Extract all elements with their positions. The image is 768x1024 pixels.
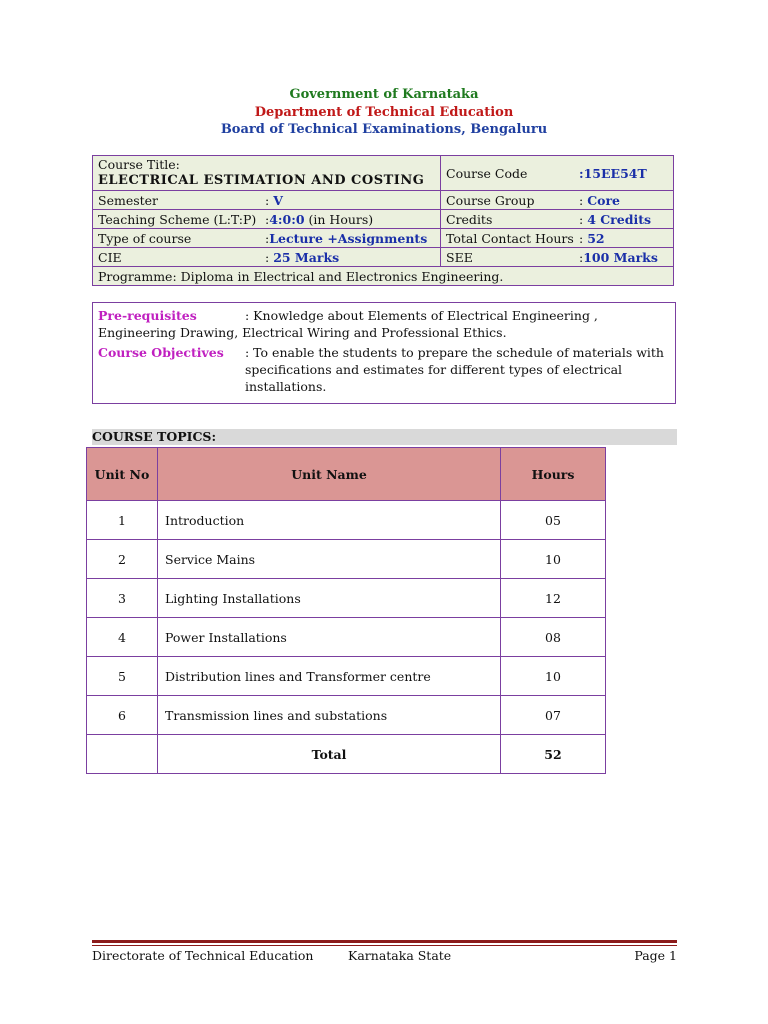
total-row	[87, 735, 606, 774]
hours-cell: 07	[501, 696, 606, 735]
semester-label: Semester	[98, 192, 159, 208]
objectives-row	[98, 344, 670, 361]
unit-no-cell: 3	[87, 579, 158, 618]
hours-cell: 10	[501, 540, 606, 579]
contact-hours-cell: Total Contact Hours : 52	[441, 229, 674, 248]
semester-cell: Semester : V	[93, 191, 441, 210]
cie-cell: CIE : 25 Marks	[93, 248, 441, 267]
contact-hours-value: 52	[587, 230, 605, 246]
course-group-cell: Course Group : Core	[441, 191, 674, 210]
teaching-scheme-suffix: (in Hours)	[308, 211, 374, 227]
hours-cell: 12	[501, 579, 606, 618]
credits-cell: Credits : 4 Credits	[441, 210, 674, 229]
see-label: SEE	[446, 249, 473, 265]
unit-name-cell: Introduction	[158, 501, 501, 540]
see-value: 100 Marks	[583, 249, 658, 265]
teaching-scheme-cell: Teaching Scheme (L:T:P) :4:0:0 (in Hours)	[93, 210, 441, 229]
unit-no-cell: 6	[87, 696, 158, 735]
col-unit-name: Unit Name	[158, 448, 501, 501]
unit-name-cell: Service Mains	[158, 540, 501, 579]
hours-cell: 05	[501, 501, 606, 540]
hours-cell: 10	[501, 657, 606, 696]
credits-label: Credits	[446, 211, 493, 227]
course-title-value: ELECTRICAL ESTIMATION AND COSTING	[98, 173, 425, 188]
credits-value: 4 Credits	[587, 211, 652, 227]
table-row	[87, 579, 606, 618]
unit-no-cell: 1	[87, 501, 158, 540]
cie-label: CIE	[98, 249, 122, 265]
prerequisites-text-1: : Knowledge about Elements of Electrical Engineering ,	[245, 308, 598, 323]
course-group-label: Course Group	[446, 192, 535, 208]
programme-cell: Programme: Diploma in Electrical and Electronics Engineering.	[93, 267, 674, 286]
prerequisites-row	[98, 307, 670, 324]
footer-divider-thick	[92, 940, 677, 943]
header-board: Board of Technical Examinations, Bengaluru	[220, 122, 548, 137]
footer-page-number: Page 1	[634, 948, 677, 963]
course-code-value: :15EE54T	[579, 165, 647, 181]
type-of-course-value: Lecture +Assignments	[269, 230, 428, 246]
total-hours: 52	[501, 735, 606, 774]
topics-header-row	[87, 448, 606, 501]
semester-value: V	[273, 192, 283, 208]
total-empty-cell	[87, 735, 158, 774]
table-row	[87, 618, 606, 657]
unit-name-cell: Power Installations	[158, 618, 501, 657]
prerequisites-text-2: Engineering Drawing, Electrical Wiring and Professional Ethics.	[98, 325, 507, 340]
unit-no-cell: 5	[87, 657, 158, 696]
unit-name-cell: Distribution lines and Transformer centre	[158, 657, 501, 696]
teaching-scheme-label: Teaching Scheme (L:T:P)	[98, 211, 257, 227]
teaching-scheme-value: 4:0:0	[269, 211, 305, 227]
objectives-text-1: : To enable the students to prepare the schedule of materials with	[245, 345, 664, 360]
see-cell: SEE :100 Marks	[441, 248, 674, 267]
total-label: Total	[158, 735, 501, 774]
type-of-course-label: Type of course	[98, 230, 192, 246]
footer-directorate: Directorate of Technical Education	[92, 948, 314, 963]
header-government: Government of Karnataka	[289, 87, 479, 102]
table-row	[87, 657, 606, 696]
table-row	[87, 540, 606, 579]
course-topics-heading: COURSE TOPICS:	[92, 429, 677, 445]
course-code-label: Course Code	[446, 165, 528, 181]
col-unit-no: Unit No	[87, 448, 158, 501]
unit-name-cell: Transmission lines and substations	[158, 696, 501, 735]
course-info-table	[92, 155, 674, 286]
col-hours: Hours	[501, 448, 606, 501]
contact-hours-label: Total Contact Hours	[446, 230, 574, 246]
objectives-text-3: installations.	[245, 379, 327, 394]
unit-name-cell: Lighting Installations	[158, 579, 501, 618]
table-row	[87, 501, 606, 540]
course-group-value: Core	[587, 192, 621, 208]
prerequisites-label: Pre-requisites	[98, 308, 197, 323]
objectives-text-2: specifications and estimates for different types of electrical	[245, 362, 623, 377]
course-topics-table	[86, 447, 606, 774]
cie-value: 25 Marks	[273, 249, 340, 265]
footer-state: Karnataka State	[348, 948, 452, 963]
course-code-cell	[441, 156, 674, 191]
type-of-course-cell: Type of course :Lecture +Assignments	[93, 229, 441, 248]
footer-divider-thin	[92, 945, 677, 946]
table-row	[87, 696, 606, 735]
unit-no-cell: 4	[87, 618, 158, 657]
course-title-cell	[93, 156, 441, 191]
header-department: Department of Technical Education	[254, 105, 514, 120]
objectives-label: Course Objectives	[98, 345, 224, 360]
unit-no-cell: 2	[87, 540, 158, 579]
prerequisites-box	[92, 302, 676, 404]
course-title-label: Course Title:	[98, 157, 180, 172]
hours-cell: 08	[501, 618, 606, 657]
